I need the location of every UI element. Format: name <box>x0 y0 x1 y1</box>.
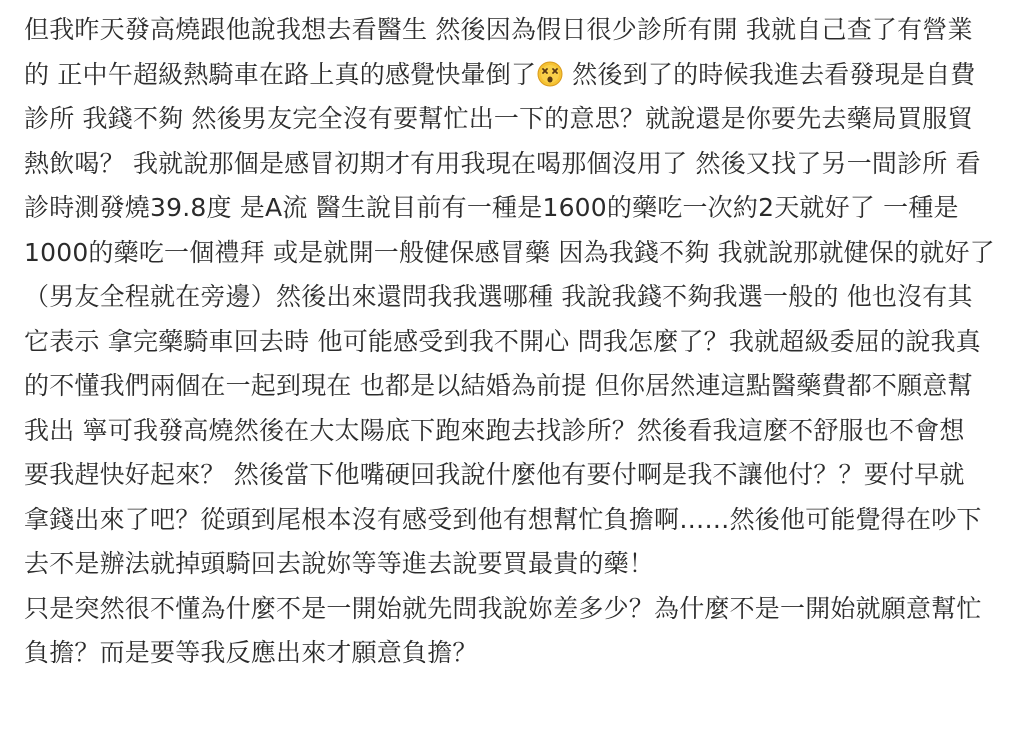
post-line-12: 拿錢出來了吧？從頭到尾根本沒有感受到他有想幫忙負擔啊……然後他可能覺得在吵下 <box>24 504 982 534</box>
post-line-9: 的不懂我們兩個在一起到現在 也都是以結婚為前提 但你居然連這點醫藥費都不願意幫 <box>24 371 973 400</box>
post-line-13: 去不是辦法就掉頭騎回去說妳等等進去說要買最貴的藥！ <box>24 549 655 578</box>
post-line-2-after: 然後到了的時候我進去看發現是自費 <box>564 59 976 89</box>
post-line-1: 但我昨天發高燒跟他說我想去看醫生 然後因為假日很少診所有開 我就自己查了有營業 <box>24 15 973 44</box>
post-line-2 <box>24 53 1014 98</box>
post-line-3: 診所 我錢不夠 然後男友完全沒有要幫忙出一下的意思？就說還是你要先去藥局買服貿 <box>24 104 973 133</box>
post-line-14: 只是突然很不懂為什麼不是一開始就先問我說妳差多少？為什麼不是一開始就願意幫忙 <box>24 593 982 623</box>
post-line-15: 負擔？而是要等我反應出來才願意負擔？ <box>24 638 478 667</box>
post-line-8: 它表示 拿完藥騎車回去時 他可能感受到我不開心 問我怎麼了？我就超級委屈的說我真 <box>24 326 981 356</box>
post-line-2-text: 的 正中午超級熱騎車在路上真的感覺快暈倒了 <box>24 59 537 89</box>
post-line-11: 要我趕快好起來？ 然後當下他嘴硬回我說什麼他有要付啊是我不讓他付？？要付早就 <box>24 460 965 489</box>
post-line-5: 診時測發燒39.8度 是A流 醫生說目前有一種是1600的藥吃一次約2天就好了 一種是 <box>24 193 959 222</box>
dizzy-face-emoji-icon <box>537 61 563 87</box>
post-line-6: 1000的藥吃一個禮拜 或是就開一般健保感冒藥 因為我錢不夠 我就說那就健保的就好了 <box>24 237 995 267</box>
post-line-4: 熱飲喝？ 我就說那個是感冒初期才有用我現在喝那個沒用了 然後又找了另一間診所 看 <box>24 148 981 178</box>
post-line-10: 我出 寧可我發高燒然後在大太陽底下跑來跑去找診所？然後看我這麼不舒服也不會想 <box>24 415 965 445</box>
post-body <box>24 8 1014 676</box>
post-line-7: （男友全程就在旁邊）然後出來還問我我選哪種 我說我錢不夠我選一般的 他也沒有其 <box>24 282 973 311</box>
